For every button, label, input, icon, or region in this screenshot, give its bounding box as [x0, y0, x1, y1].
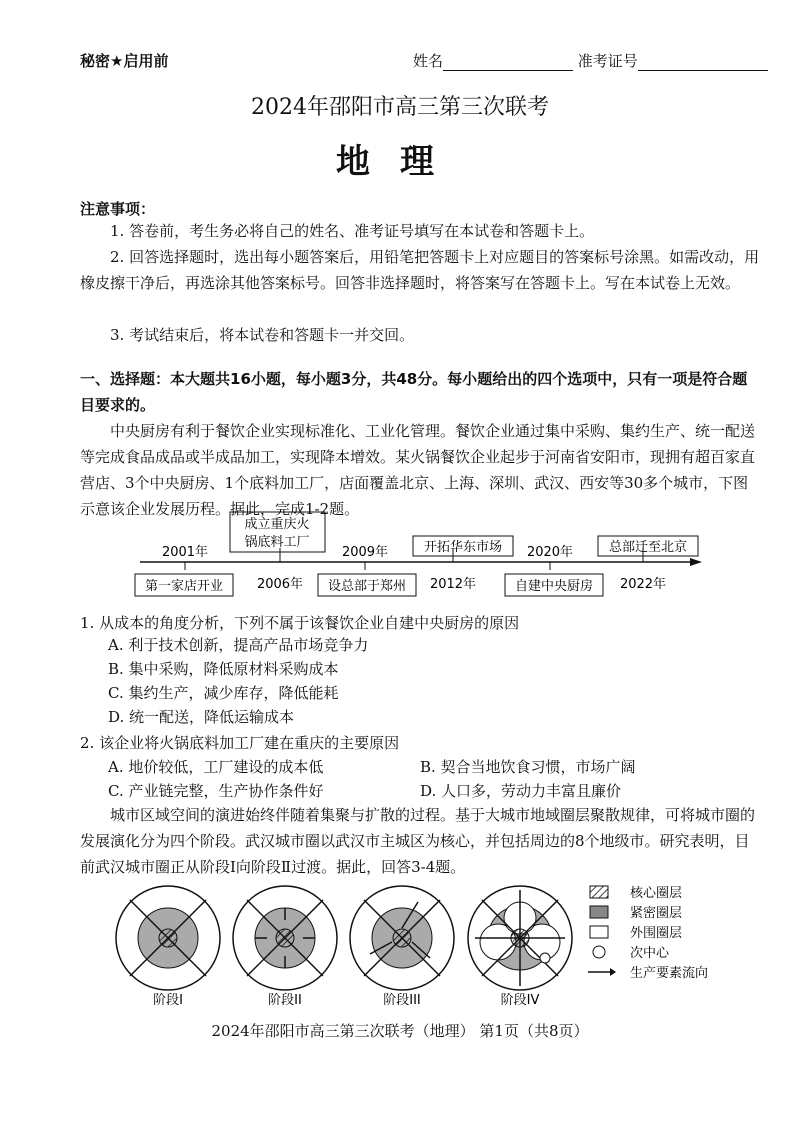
exam-title: 2024年邵阳市高三第三次联考 [251, 95, 549, 120]
q2-option-a[interactable]: A. 地价较低，工厂建设的成本低 [108, 758, 324, 776]
intro-paragraph-1: 中央厨房有利于餐饮企业实现标准化、工业化管理。餐饮企业通过集中采购、集约生产、统一配送等完成食品成品或半成品加工，实现降本增效。某火锅餐饮企业起步于河南省安阳市，现拥有超百家直营店、3个中央厨房、1个底料加工厂，店面覆盖北京、上海、深圳、武汉、西安等30多个城市，下图示意该企业发展历程。据此，完成1-2题。 [80, 422, 756, 518]
event-top-3: 总部迁至北京 [608, 540, 688, 555]
legend-outer: 外围圈层 [630, 926, 683, 941]
intro-paragraph-2: 城市区域空间的演进始终伴随着集聚与扩散的过程。基于大城市地域圈层聚散规律，可将城市圈的发展演化分为四个阶段。武汉城市圈以武汉市主城区为核心，并包括周边的8个地级市。研究表明，目前武汉城市圈正从阶段Ⅰ向阶段Ⅱ过渡。据此，回答3-4题。 [80, 806, 756, 876]
event-top-1-line1: 成立重庆火 [244, 517, 310, 532]
q1-option-b[interactable]: B. 集中采购，降低原材料采购成本 [108, 660, 339, 678]
note-1: 1. 答卷前，考生务必将自己的姓名、准考证号填写在本试卷和答题卡上。 [110, 222, 595, 240]
timeline-diagram [130, 508, 710, 604]
q1-option-a[interactable]: A. 利于技术创新，提高产品市场竞争力 [108, 636, 369, 654]
q2-stem: 2. 该企业将火锅底料加工厂建在重庆的主要原因 [80, 734, 400, 752]
year-top-3: 2020年 [526, 545, 574, 560]
name-label: 姓名 [413, 52, 444, 70]
name-blank[interactable] [443, 56, 573, 71]
year-top-2: 2009年 [341, 545, 389, 560]
event-bottom-3: 自建中央厨房 [514, 579, 594, 594]
event-bottom-1: 第一家店开业 [144, 579, 224, 594]
stage-4-diagram [468, 886, 572, 990]
section-heading: 一、选择题：本大题共16小题，每小题3分，共48分。每小题给出的四个选项中，只有一项是符合题目要求的。 [80, 370, 748, 414]
year-top-1: 2001年 [161, 545, 209, 560]
page-footer: 2024年邵阳市高三第三次联考（地理） 第1页（共8页） [211, 1022, 589, 1040]
q1-option-c[interactable]: C. 集约生产，减少库存，降低能耗 [108, 684, 339, 702]
note-3: 3. 考试结束后，将本试卷和答题卡一并交回。 [110, 326, 415, 344]
event-top-1-line2: 锅底料工厂 [244, 535, 310, 550]
stage-label-4: 阶段IV [500, 993, 540, 1008]
legend-core: 核心圈层 [630, 886, 683, 901]
q2-option-c[interactable]: C. 产业链完整，生产协作条件好 [108, 782, 324, 800]
confidential-mark: 秘密★启用前 [80, 52, 169, 70]
stage-label-2: 阶段II [268, 993, 302, 1008]
event-bottom-2: 设总部于郑州 [327, 579, 407, 594]
id-blank[interactable] [638, 56, 768, 71]
q2-option-b[interactable]: B. 契合当地饮食习惯，市场广阔 [420, 758, 636, 776]
legend [588, 885, 708, 981]
id-label: 准考证号 [577, 52, 638, 70]
stage-diagrams [100, 880, 720, 1010]
event-top-2: 开拓华东市场 [423, 540, 503, 555]
q1-stem: 1. 从成本的角度分析，下列不属于该餐饮企业自建中央厨房的原因 [80, 614, 520, 632]
legend-flow: 生产要素流向 [630, 966, 709, 981]
stage-label-3: 阶段III [383, 993, 421, 1008]
candidate-info [413, 50, 768, 71]
stage-1-diagram [116, 886, 220, 990]
year-bottom-2: 2012年 [429, 577, 477, 592]
legend-subcenter: 次中心 [630, 946, 670, 961]
legend-close: 紧密圈层 [630, 906, 683, 921]
year-bottom-1: 2006年 [256, 577, 304, 592]
q2-option-d[interactable]: D. 人口多，劳动力丰富且廉价 [420, 782, 622, 800]
stage-2-diagram [233, 886, 337, 990]
year-bottom-3: 2022年 [619, 577, 667, 592]
stage-label-1: 阶段I [153, 993, 183, 1008]
q1-option-d[interactable]: D. 统一配送，降低运输成本 [108, 708, 295, 726]
stage-3-diagram [350, 886, 454, 990]
notes-heading: 注意事项： [80, 200, 156, 218]
note-2: 2. 回答选择题时，选出每小题答案后，用铅笔把答题卡上对应题目的答案标号涂黑。如需改动，用橡皮擦干净后，再选涂其他答案标号。回答非选择题时，将答案写在答题卡上。写在本试卷上无效。 [80, 248, 760, 292]
subject-title: 地理 [336, 142, 464, 182]
